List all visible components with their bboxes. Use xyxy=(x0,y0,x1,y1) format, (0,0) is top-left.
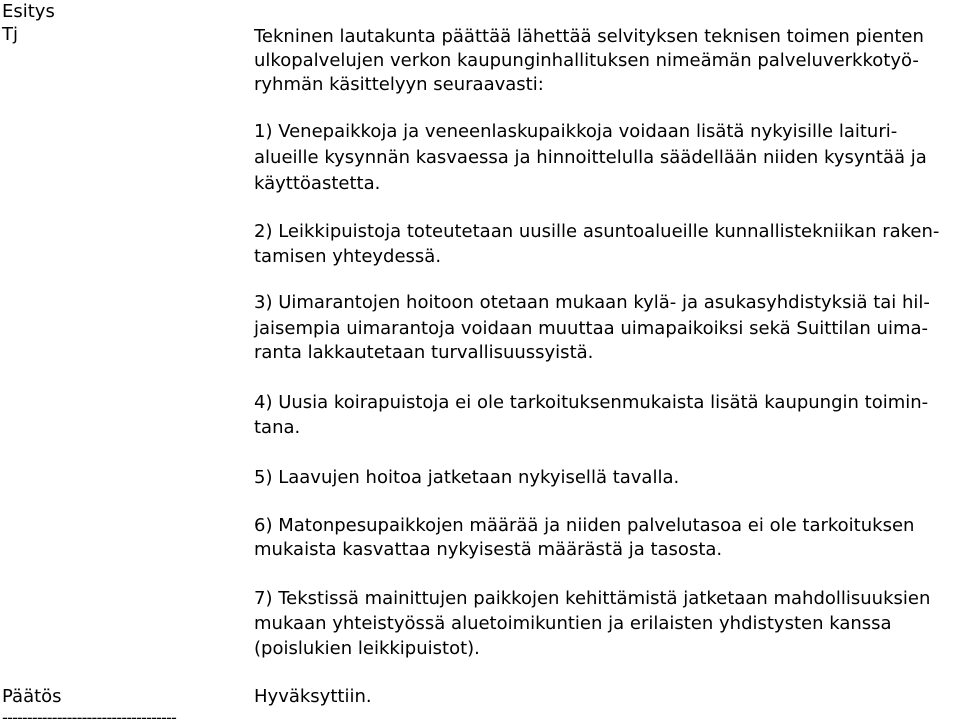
tj-label: Tj xyxy=(2,24,18,45)
intro-line: ulkopalvelujen verkon kaupunginhallituksen nimeämän palveluverkkotyö- xyxy=(254,50,919,71)
item-6-line: mukaista kasvattaa nykyisestä määrästä ja tasosta. xyxy=(254,539,723,560)
item-5-line: 5) Laavujen hoitoa jatketaan nykyisellä tavalla. xyxy=(254,467,680,488)
item-2-line: tamisen yhteydessä. xyxy=(254,246,442,267)
paatos-label: Päätös xyxy=(2,686,62,707)
item-6-line: 6) Matonpesupaikkojen määrää ja niiden palvelutasoa ei ole tarkoituksen xyxy=(254,515,915,536)
decision-text: Hyväksyttiin. xyxy=(254,686,372,707)
item-3-line: jaisempia uimarantoja voidaan muuttaa uimapaikoiksi sekä Suittilan uima- xyxy=(254,318,929,339)
esitys-label: Esitys xyxy=(2,1,55,22)
intro-line: Tekninen lautakunta päättää lähettää selvityksen teknisen toimen pienten xyxy=(254,26,924,47)
item-7-line: 7) Tekstissä mainittujen paikkojen kehittämistä jatketaan mahdollisuuksien xyxy=(254,588,931,609)
item-2-line: 2) Leikkipuistoja toteutetaan uusille asuntoalueille kunnallistekniikan raken- xyxy=(254,221,940,242)
item-1-line: alueille kysynnän kasvaessa ja hinnoittelulla säädellään niiden kysyntää ja xyxy=(254,147,927,168)
item-3-line: 3) Uimarantojen hoitoon otetaan mukaan kylä- ja asukasyhdistyksiä tai hil- xyxy=(254,292,930,313)
intro-line: ryhmän käsittelyyn seuraavasti: xyxy=(254,74,544,95)
item-4-line: tana. xyxy=(254,417,301,438)
item-4-line: 4) Uusia koirapuistoja ei ole tarkoituksenmukaista lisätä kaupungin toimin- xyxy=(254,392,929,413)
separator-line: ----------------------------------- xyxy=(2,708,177,727)
item-3-line: ranta lakkautetaan turvallisuussyistä. xyxy=(254,342,594,363)
item-7-line: (poislukien leikkipuistot). xyxy=(254,638,480,659)
item-1-line: 1) Venepaikkoja ja veneenlaskupaikkoja voidaan lisätä nykyisille laituri- xyxy=(254,121,898,142)
item-1-line: käyttöastetta. xyxy=(254,173,381,194)
item-7-line: mukaan yhteistyössä aluetoimikuntien ja erilaisten yhdistysten kanssa xyxy=(254,613,892,634)
